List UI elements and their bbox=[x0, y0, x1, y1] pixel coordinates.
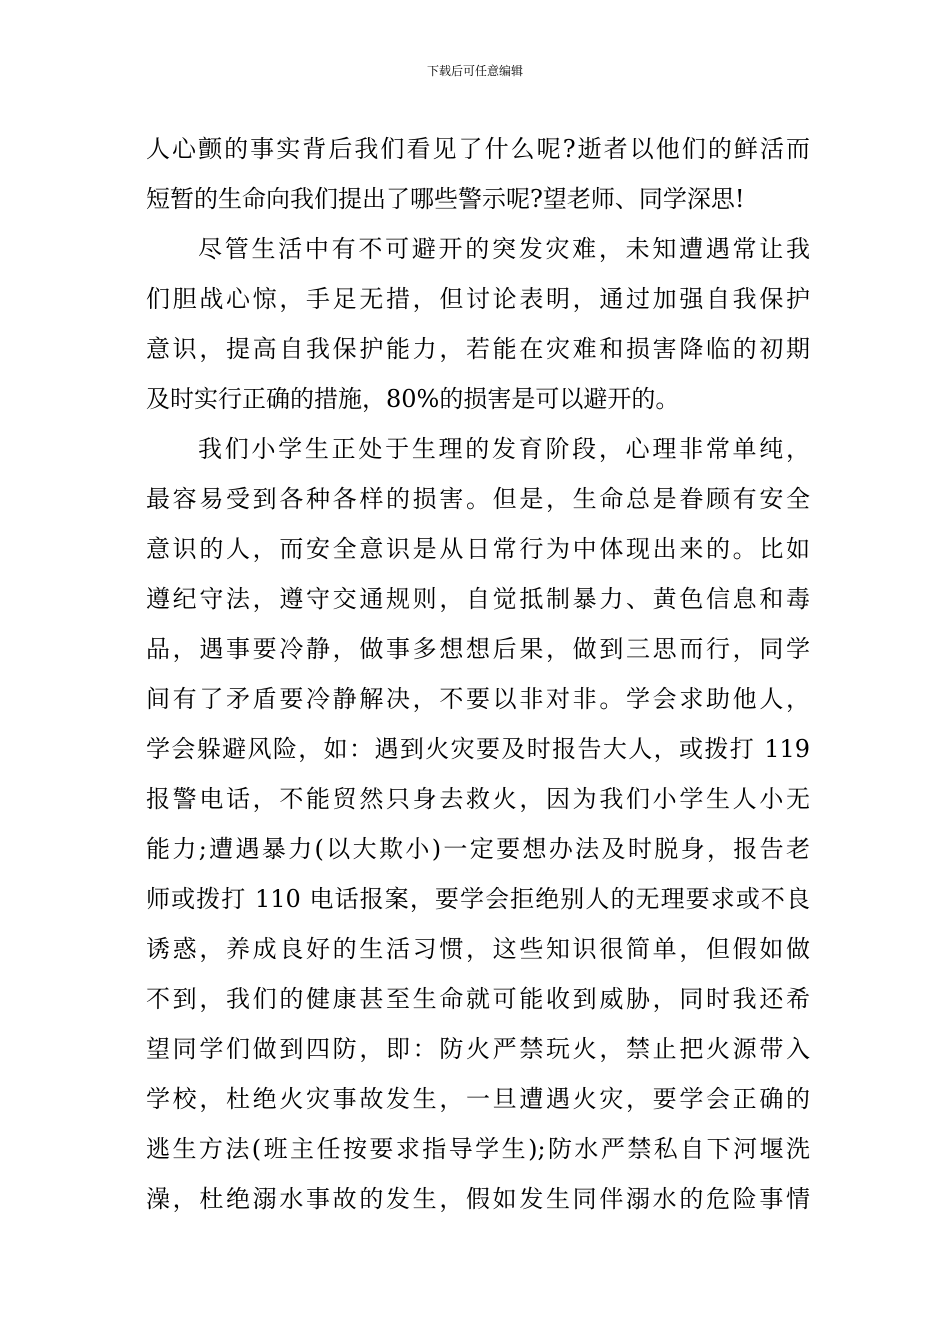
text-line: 及时实行正确的措施，80%的损害是可以避开的。 bbox=[146, 385, 680, 413]
text-line: 师或拨打 110 电话报案，要学会拒绝别人的无理要求或不良 bbox=[146, 885, 810, 913]
text-line: 间有了矛盾要冷静解决，不要以非对非。学会求助他人， bbox=[146, 685, 810, 713]
text-line: 不到，我们的健康甚至生命就可能收到威胁，同时我还希 bbox=[146, 985, 810, 1013]
text-line: 们胆战心惊，手足无措，但讨论表明，通过加强自我保护 bbox=[146, 285, 810, 313]
text-line: 最容易受到各种各样的损害。但是，生命总是眷顾有安全 bbox=[146, 485, 810, 513]
page-header: 下载后可任意编辑 bbox=[426, 64, 523, 78]
text-line: 尽管生活中有不可避开的突发灾难，未知遭遇常让我 bbox=[198, 235, 810, 263]
text-line: 报警电话，不能贸然只身去救火，因为我们小学生人小无 bbox=[146, 785, 810, 813]
text-line: 短暂的生命向我们提出了哪些警示呢?望老师、同学深思! bbox=[146, 185, 745, 213]
text-line: 品，遇事要冷静，做事多想想后果，做到三思而行，同学 bbox=[146, 635, 810, 663]
text-line: 诱惑，养成良好的生活习惯，这些知识很简单，但假如做 bbox=[146, 935, 810, 963]
text-line: 意识的人，而安全意识是从日常行为中体现出来的。比如 bbox=[146, 535, 810, 563]
text-line: 意识，提高自我保护能力，若能在灾难和损害降临的初期 bbox=[146, 335, 810, 363]
text-line: 逃生方法(班主任按要求指导学生);防水严禁私自下河堰洗 bbox=[146, 1135, 810, 1163]
text-line: 学会躲避风险，如：遇到火灾要及时报告大人，或拨打 119 bbox=[146, 735, 810, 763]
document-body bbox=[146, 124, 810, 1224]
paragraph-1 bbox=[146, 124, 810, 224]
text-line: 澡，杜绝溺水事故的发生，假如发生同伴溺水的危险事情 bbox=[146, 1185, 810, 1213]
text-line: 人心颤的事实背后我们看见了什么呢?逝者以他们的鲜活而 bbox=[146, 135, 810, 163]
text-line: 遵纪守法，遵守交通规则，自觉抵制暴力、黄色信息和毒 bbox=[146, 585, 810, 613]
text-line: 望同学们做到四防，即：防火严禁玩火，禁止把火源带入 bbox=[146, 1035, 810, 1063]
text-line: 能力;遭遇暴力(以大欺小)一定要想办法及时脱身，报告老 bbox=[146, 835, 810, 863]
text-line: 我们小学生正处于生理的发育阶段，心理非常单纯， bbox=[198, 435, 810, 463]
text-line: 学校，杜绝火灾事故发生，一旦遭遇火灾，要学会正确的 bbox=[146, 1085, 810, 1113]
paragraph-3 bbox=[146, 424, 810, 1224]
paragraph-2 bbox=[146, 224, 810, 424]
